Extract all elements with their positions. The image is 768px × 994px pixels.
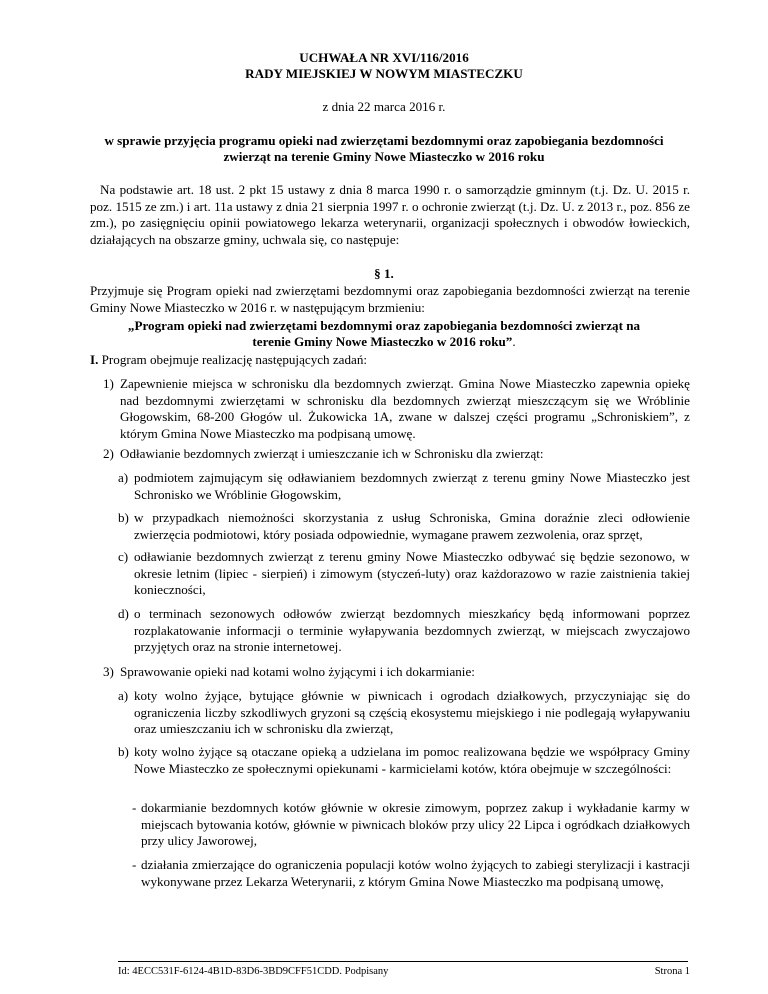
program-title-line-1: „Program opieki nad zwierzętami bezdomnymi oraz zapobiegania bezdomności zwierząt na [127,318,641,333]
page-number: Strona 1 [654,966,690,977]
list-item-text: podmiotem zajmującym się odławianiem bezdomnych zwierząt z terenu gminy Nowe Miasteczko jest Schronisko we Wróblinie Głogowskim, [134,470,690,502]
list-item [103,376,690,442]
list-item-number: c) [118,549,129,564]
list-item-number: 1) [103,376,114,391]
list-item [103,664,690,681]
section-number: § 1. [374,266,394,281]
list-item-text: w przypadkach niemożności skorzystania z usług Schroniska, Gmina doraźnie zleci odłowienie zwierzęcia podmiotowi, który posiada odpowiednie, wymagane prawem zezwolenia, oraz sprzęt, [134,510,690,542]
list-item-text: dokarmianie bezdomnych kotów głównie w okresie zimowym, poprzez zakup i wykładanie karmy w miejscach bytowania kotów, głównie w piwnicach bloków przy ulicy 22 Lipca i ogródkach działkowych przy ulicy Jaworowej, [141,800,690,848]
section-text: Przyjmuje się Program opieki nad zwierzętami bezdomnymi oraz zapobiegania bezdomności zwierząt na terenie Gminy Nowe Miasteczko w 2016 r. w następującym brzmieniu: [90,283,690,315]
part-text: Program obejmuje realizację następujących zadań: [98,352,368,367]
resolution-subject-line-1: w sprawie przyjęcia programu opieki nad zwierzętami bezdomnymi oraz zapobiegania bezdomności [104,133,664,148]
program-title-line-2-wrapper [0,334,768,351]
council-name: RADY MIEJSKIEJ W NOWYM MIASTECZKU [245,66,523,81]
list-item-number: b) [118,744,129,759]
list-item [118,744,690,777]
resolution-subject-line-2: zwierząt na terenie Gminy Nowe Miasteczko w 2016 roku [223,149,545,164]
document-id: Id: 4ECC531F-6124-4B1D-83D6-3BD9CFF51CDD. Podpisany [118,966,389,977]
footer-divider [118,961,688,962]
list-item-text: Zapewnienie miejsca w schronisku dla bezdomnych zwierząt. Gmina Nowe Miasteczko zapewnia opiekę nad bezdomnymi zwierzętami w schronisku dla bezdomnych zwierząt mieszczącym się we Wróblinie Głogowskim, 68-200 Głogów ul. Żukowicka 1A, zwane w dalszej części programu „Schroniskiem”, z którym Gmina Nowe Miasteczko ma podpisaną umowę. [120,376,690,441]
list-item-number: 2) [103,446,114,461]
list-item-number: a) [118,688,129,703]
list-item [118,470,690,503]
program-title-line-2: terenie Gminy Nowe Miasteczko w 2016 roku” [252,334,513,349]
list-item-number: d) [118,606,129,621]
list-item-text: o terminach sezonowych odłowów zwierząt bezdomnych mieszkańcy będą informowani poprzez rozplakatowanie informacji o terminie wyłapywania bezdomnych zwierząt, w miejscach zwyczajowo przyjętych oraz na stronie internetowej. [134,606,690,654]
part-label: I. [90,352,99,367]
list-item-number: b) [118,510,129,525]
list-item [103,446,690,463]
list-item-bullet: - [132,857,137,872]
list-item-text: Sprawowanie opieki nad kotami wolno żyjącymi i ich dokarmianie: [120,664,475,679]
part-intro [90,352,690,369]
list-item [132,800,690,850]
list-item [118,606,690,656]
list-item [118,510,690,543]
resolution-title: UCHWAŁA NR XVI/116/2016 [299,50,469,65]
list-item-text: odławianie bezdomnych zwierząt z terenu gminy Nowe Miasteczko odbywać się będzie sezonowo, w okresie letnim (lipiec - sierpień) i zimowym (styczeń-luty) oraz każdorazowo w razie zaistnienia takiej konieczności, [134,549,690,597]
resolution-date: z dnia 22 marca 2016 r. [322,99,446,114]
legal-basis-paragraph: Na podstawie art. 18 ust. 2 pkt 15 ustawy z dnia 8 marca 1990 r. o samorządzie gminnym (t.j. Dz. U. 2015 r. poz. 1515 ze zm.) i art. 11a ustawy z dnia 21 sierpnia 1997 r. o ochronie zwierząt (t.j. Dz. U. z 2013 r., poz. 856 ze zm.), po zasięgnięciu opinii powiatowego lekarza weterynarii, organizacji społecznych i obwodów łowieckich, działających na obszarze gminy, uchwala się, co następuje: [90,182,690,247]
list-item-text: Odławianie bezdomnych zwierząt i umieszczanie ich w Schronisku dla zwierząt: [120,446,544,461]
list-item [118,688,690,738]
list-item-number: a) [118,470,129,485]
list-item-text: działania zmierzające do ograniczenia populacji kotów wolno żyjących to zabiegi sterylizacji i kastracji wykonywane przez Lekarza Weterynarii, z którym Gmina Nowe Miasteczko ma podpisaną umowę, [141,857,690,889]
list-item [132,857,690,890]
list-item-number: 3) [103,664,114,679]
list-item [118,549,690,599]
list-item-bullet: - [132,800,137,815]
list-item-text: koty wolno żyjące, bytujące głównie w piwnicach i ogrodach działkowych, przyczyniając się do ograniczenia liczby szkodliwych gryzoni są częścią ekosystemu miejskiego i nie podlegają wyłapywaniu oraz umieszczaniu ich w schronisku dla zwierząt, [134,688,690,736]
list-item-text: koty wolno żyjące są otaczane opieką a udzielana im pomoc realizowana będzie we współpracy Gminy Nowe Miasteczko ze społecznymi opiekunami - karmicielami kotów, która obejmuje w szczególności: [134,744,690,776]
program-title-end: . [512,334,516,349]
